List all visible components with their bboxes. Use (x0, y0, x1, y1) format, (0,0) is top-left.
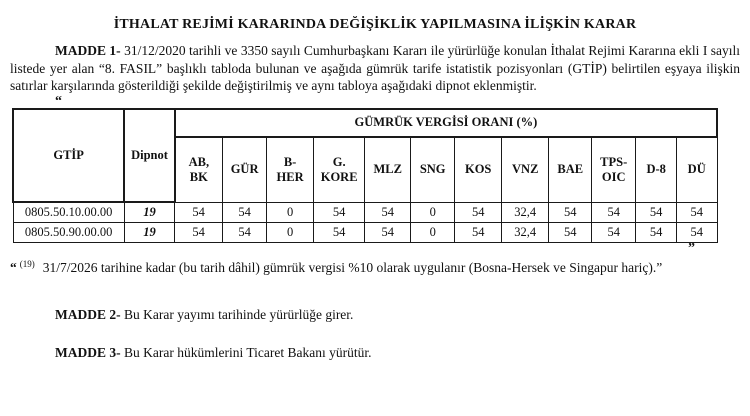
madde2-paragraph (10, 306, 740, 324)
madde1-text: 31/12/2020 tarihli ve 3350 sayılı Cumhurbaşkanı Kararı ile yürürlüğe konulan İthalat Rejimi Kararına ekli I sayılı listede yer alan “8. FASIL” başlıklı tabloda bulunan ve aşağıda gümrük tarife istatistik pozisyonları (GTİP) belirtilen eşyaya ilişkin satırlar karşılarında gösterildiği şekilde değiştirilmiş ve aynı tabloya aşağıdaki dipnot eklenmiştir. (10, 43, 740, 93)
footnote-marker: (19) (19, 258, 35, 269)
duty-value: 54 (676, 223, 717, 243)
duty-value: 0 (410, 202, 455, 223)
closing-quote: ” (688, 241, 695, 256)
duty-value: 54 (175, 223, 223, 243)
gtip-code: 0805.50.90.00.00 (13, 223, 124, 243)
customs-duty-table (12, 108, 718, 244)
duty-value: 54 (222, 202, 267, 223)
duty-value: 54 (455, 223, 502, 243)
duty-value: 54 (455, 202, 502, 223)
duty-value: 54 (549, 223, 591, 243)
duty-value: 54 (365, 202, 411, 223)
col-header-vnz: VNZ (501, 137, 549, 203)
duty-value: 54 (636, 202, 676, 223)
madde3-paragraph (10, 344, 740, 362)
duty-value: 54 (591, 223, 636, 243)
madde2-text: Bu Karar yayımı tarihinde yürürlüğe girer. (120, 306, 354, 322)
col-group-header-customs-duty: GÜMRÜK VERGİSİ ORANI (%) (175, 109, 717, 137)
footnote-text: 31/7/2026 tarihine kadar (bu tarih dâhil) gümrük vergisi %10 olarak uygulanır (Bosna-Hersek ve Singapur hariç).” (42, 260, 663, 275)
duty-value: 54 (676, 202, 717, 223)
duty-value: 54 (591, 202, 636, 223)
dipnot-value: 19 (124, 202, 175, 223)
col-header-gtip: GTİP (13, 109, 124, 203)
col-header-kos: KOS (455, 137, 502, 203)
page-title: İTHALAT REJİMİ KARARINDA DEĞİŞİKLİK YAPILMASINA İLİŞKİN KARAR (113, 17, 637, 32)
col-header-d-8: D-8 (636, 137, 676, 203)
col-header-ab-bk: AB, BK (175, 137, 223, 203)
col-header-tps-oic: TPS- OIC (591, 137, 636, 203)
duty-value: 32,4 (501, 223, 549, 243)
madde2-label: MADDE 2- (55, 306, 121, 322)
duty-value: 54 (313, 223, 365, 243)
madde3-text: Bu Karar hükümlerini Ticaret Bakanı yürütür. (120, 345, 372, 360)
duty-value: 0 (267, 223, 314, 243)
col-header-bae: BAE (549, 137, 591, 203)
footnote-open-quote: “ (10, 260, 17, 275)
col-header-gur: GÜR (222, 137, 267, 203)
duty-value: 54 (549, 202, 591, 223)
col-header-dipnot: Dipnot (124, 109, 175, 203)
table-row (13, 223, 717, 243)
col-header-mlz: MLZ (365, 137, 411, 203)
madde1-label: MADDE 1- (55, 43, 121, 58)
duty-value: 32,4 (501, 202, 549, 223)
col-header-du: DÜ (676, 137, 717, 203)
madde3-label: MADDE 3- (55, 345, 121, 360)
table-group-header-row (13, 109, 717, 137)
dipnot-value: 19 (124, 223, 175, 243)
duty-value: 0 (267, 202, 314, 223)
col-header-b-her: B- HER (267, 137, 314, 203)
duty-value: 54 (222, 223, 267, 243)
footnote-paragraph (10, 260, 740, 277)
duty-value: 54 (365, 223, 411, 243)
col-header-g-kore: G. KORE (313, 137, 365, 203)
gtip-code: 0805.50.10.00.00 (13, 202, 124, 223)
duty-value: 54 (636, 223, 676, 243)
duty-value: 54 (175, 202, 223, 223)
opening-quote: “ (55, 93, 62, 109)
col-header-sng: SNG (410, 137, 455, 203)
table-row (13, 202, 717, 223)
duty-value: 0 (410, 223, 455, 243)
madde1-paragraph (10, 42, 740, 95)
duty-value: 54 (313, 202, 365, 223)
